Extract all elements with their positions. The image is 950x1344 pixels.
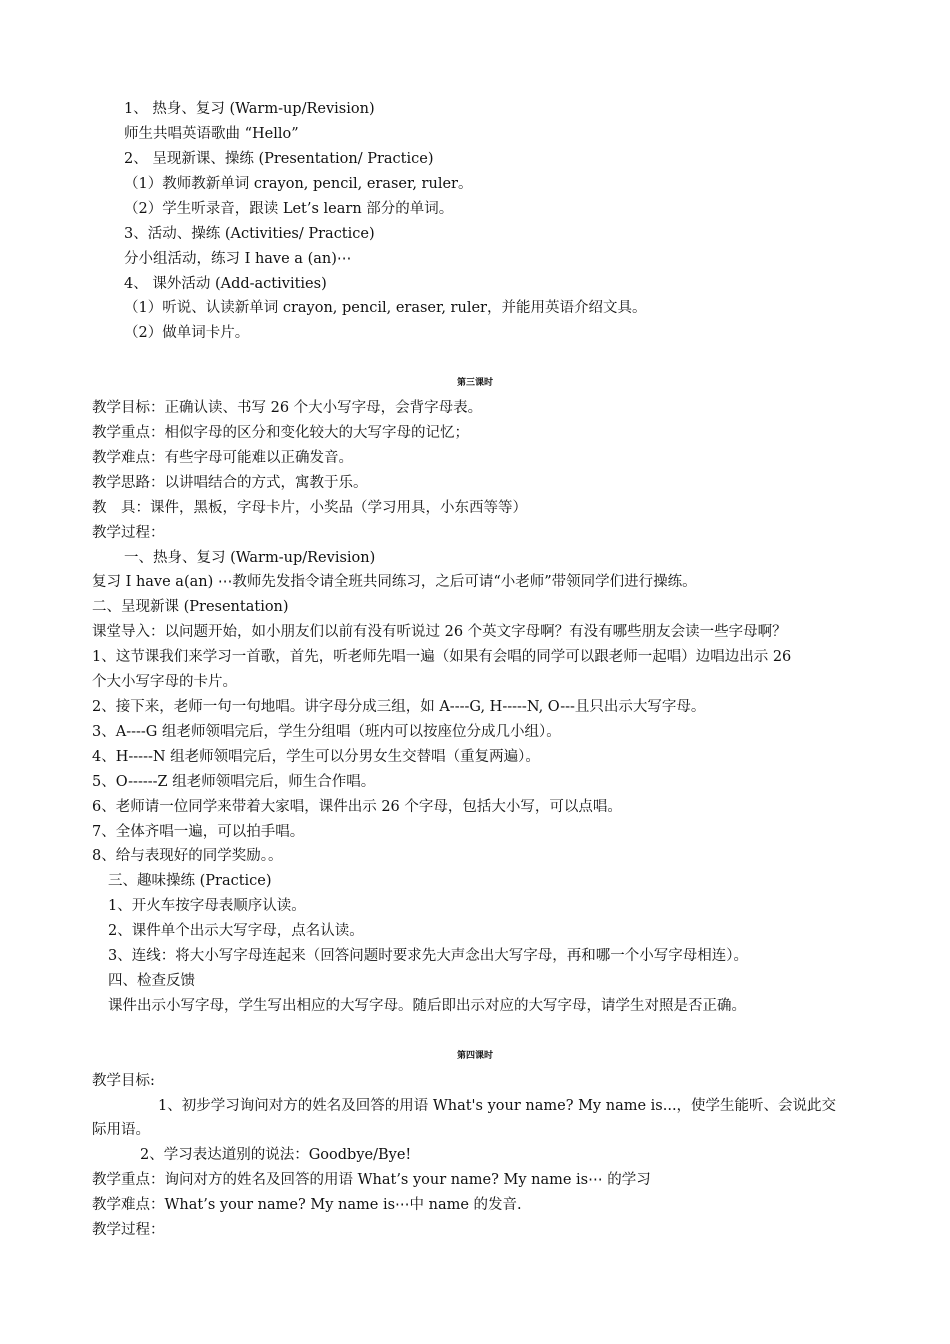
- paragraph: 复习 I have a(an) ⋯教师先发指令请全班共同练习，之后可请“小老师”带领同学们进行操练。: [92, 574, 697, 590]
- paragraph: 际用语。: [92, 1122, 150, 1138]
- paragraph: 教学目标：正确认读、书写 26 个大小写字母，会背字母表。: [92, 400, 483, 416]
- paragraph: （2）学生听录音，跟读 Let’s learn 部分的单词。: [124, 201, 454, 217]
- paragraph: 个大小写字母的卡片。: [92, 674, 237, 690]
- paragraph: 师生共唱英语歌曲 “Hello”: [124, 126, 299, 142]
- paragraph: 2、学习表达道别的说法：Goodbye/Bye!: [140, 1147, 412, 1163]
- paragraph: 7、全体齐唱一遍，可以拍手唱。: [92, 824, 305, 840]
- paragraph: 教学难点：有些字母可能难以正确发音。: [92, 450, 353, 466]
- subheading: 三、趣味操练 (Practice): [108, 873, 272, 889]
- subheading: 四、检查反馈: [108, 973, 195, 989]
- lesson3-title: 第三课时: [456, 378, 493, 388]
- paragraph: 教 具：课件，黑板，字母卡片，小奖品（学习用具，小东西等等）: [92, 500, 527, 516]
- paragraph: （1）教师教新单词 crayon, pencil, eraser, ruler。: [124, 176, 473, 192]
- paragraph: 3、A----G 组老师领唱完后，学生分组唱（班内可以按座位分成几小组）。: [92, 724, 561, 740]
- paragraph: 2、接下来，老师一句一句地唱。讲字母分成三组，如 A----G, H-----N, O---且只出示大写字母。: [92, 699, 706, 715]
- paragraph: 教学难点：What’s your name? My name is⋯中 name 的发音.: [92, 1197, 522, 1213]
- activities-heading: 3、活动、操练 (Activities/ Practice): [124, 226, 375, 242]
- paragraph: 1、初步学习询问对方的姓名及回答的用语 What's your name? My name is...，使学生能听、会说此交: [158, 1098, 837, 1114]
- paragraph: （2）做单词卡片。: [124, 325, 250, 341]
- paragraph: 分小组活动，练习 I have a (an)⋯: [124, 251, 352, 267]
- add-activities-heading: 4、 课外活动 (Add-activities): [124, 276, 327, 292]
- presentation-heading: 2、 呈现新课、操练 (Presentation/ Practice): [124, 151, 434, 167]
- paragraph: （1）听说、认读新单词 crayon, pencil, eraser, ruler，并能用英语介绍文具。: [124, 300, 647, 316]
- lesson4-title: 第四课时: [456, 1051, 493, 1061]
- paragraph: 1、这节课我们来学习一首歌，首先，听老师先唱一遍（如果有会唱的同学可以跟老师一起唱）边唱边出示 26: [92, 649, 792, 665]
- paragraph: 3、连线：将大小写字母连起来（回答问题时要求先大声念出大写字母，再和哪一个小写字母相连）。: [108, 948, 748, 964]
- paragraph: 课堂导入：以问题开始，如小朋友们以前有没有听说过 26 个英文字母啊？有没有哪些朋友会读一些字母啊？: [92, 624, 787, 640]
- paragraph: 4、H-----N 组老师领唱完后，学生可以分男女生交替唱（重复两遍）。: [92, 749, 540, 765]
- paragraph: 2、课件单个出示大写字母，点名认读。: [108, 923, 364, 939]
- paragraph: 教学重点：询问对方的姓名及回答的用语 What’s your name? My name is⋯ 的学习: [92, 1172, 651, 1188]
- paragraph: 教学思路：以讲唱结合的方式，寓教于乐。: [92, 475, 368, 491]
- warmup-heading: 1、 热身、复习 (Warm-up/Revision): [124, 101, 375, 117]
- paragraph: 教学目标:: [92, 1073, 155, 1089]
- paragraph: 6、老师请一位同学来带着大家唱，课件出示 26 个字母，包括大小写，可以点唱。: [92, 799, 622, 815]
- subheading: 二、呈现新课 (Presentation): [92, 599, 289, 615]
- paragraph: 教学过程：: [92, 525, 165, 541]
- paragraph: 教学过程：: [92, 1222, 165, 1238]
- paragraph: 5、O------Z 组老师领唱完后，师生合作唱。: [92, 774, 376, 790]
- paragraph: 课件出示小写字母，学生写出相应的大写字母。随后即出示对应的大写字母，请学生对照是否正确。: [108, 998, 746, 1014]
- paragraph: 8、给与表现好的同学奖励。。: [92, 848, 283, 864]
- paragraph: 1、开火车按字母表顺序认读。: [108, 898, 306, 914]
- subheading: 一、热身、复习 (Warm-up/Revision): [124, 550, 376, 566]
- paragraph: 教学重点：相似字母的区分和变化较大的大写字母的记忆；: [92, 425, 469, 441]
